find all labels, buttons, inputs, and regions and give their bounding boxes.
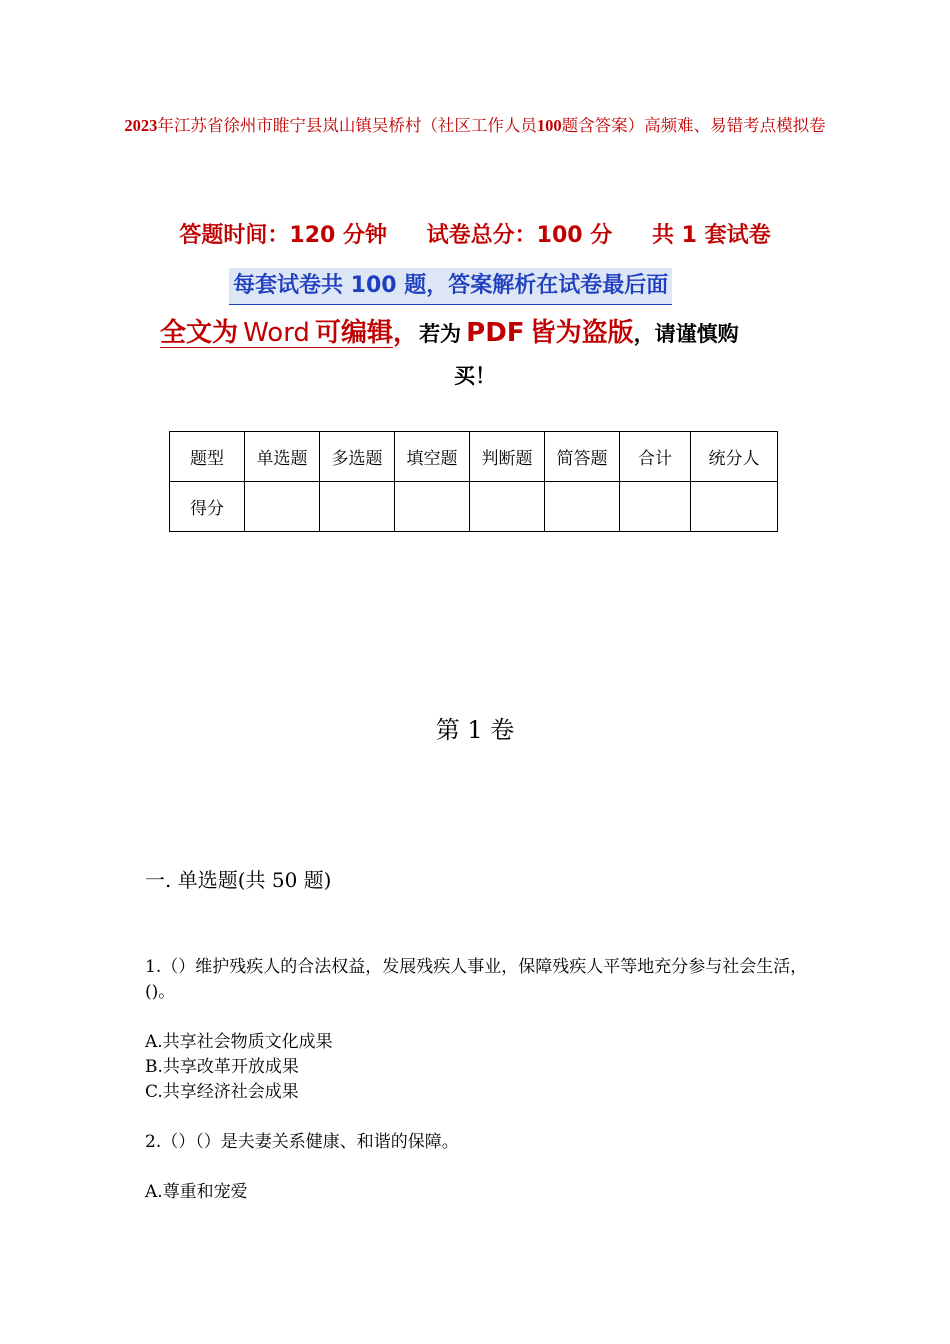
- score-table-score-row: [170, 482, 778, 532]
- table-cell-empty: [545, 482, 620, 532]
- buy-label: 买！: [454, 364, 496, 388]
- if-pdf-label: 若为: [419, 322, 462, 346]
- table-cell-empty: [320, 482, 395, 532]
- question-1-option-b: B.共享改革开放成果: [145, 1057, 299, 1077]
- table-cell-empty: [470, 482, 545, 532]
- question-1-stem: 1.（）维护残疾人的合法权益，发展残疾人事业，保障残疾人平等地充分参与社会生活，()。: [145, 957, 808, 1002]
- word-prefix: 全文为: [160, 318, 239, 348]
- exam-time: 答题时间：120 分钟: [179, 223, 387, 248]
- table-cell-scorer: 统分人: [691, 432, 778, 482]
- exam-info: [0, 218, 950, 249]
- title-year: 2023: [124, 116, 158, 135]
- score-table-header-row: [170, 432, 778, 482]
- word-edit-notice: [160, 310, 800, 359]
- table-cell-type: 题型: [170, 432, 245, 482]
- pdf-label: PDF: [466, 318, 525, 348]
- table-cell-empty: [395, 482, 470, 532]
- table-cell-single-choice: 单选题: [245, 432, 320, 482]
- buy-line: [0, 360, 950, 390]
- table-cell-empty: [245, 482, 320, 532]
- answer-location-notice: 每套试卷共 100 题，答案解析在试卷最后面: [229, 268, 672, 305]
- question-1-option-a: A.共享社会物质文化成果: [145, 1032, 333, 1052]
- word-label: Word: [243, 318, 310, 348]
- table-cell-empty: [691, 482, 778, 532]
- section-title: 一. 单选题(共 50 题): [145, 868, 332, 892]
- table-cell-true-false: 判断题: [470, 432, 545, 482]
- title-number: 100: [536, 116, 562, 135]
- word-editable-phrase: [160, 318, 394, 348]
- volume-title: 第 1 卷: [435, 716, 515, 744]
- table-cell-empty: [620, 482, 691, 532]
- title-text-2: 题含答案）高频难、易错考点模拟卷: [561, 116, 826, 135]
- comma-1: ，: [393, 318, 420, 348]
- careful-label: 请谨慎购: [654, 322, 739, 346]
- table-cell-multi-choice: 多选题: [320, 432, 395, 482]
- page-title: [120, 112, 830, 140]
- question-2-stem: 2.（）（）是夫妻关系健康、和谐的保障。: [145, 1132, 459, 1152]
- table-cell-total: 合计: [620, 432, 691, 482]
- exam-set-count: 共 1 套试卷: [651, 223, 771, 248]
- exam-total-score: 试卷总分：100 分: [426, 223, 613, 248]
- table-cell-short-answer: 简答题: [545, 432, 620, 482]
- pirated-label: 皆为盗版: [529, 318, 634, 348]
- question-2-option-a: A.尊重和宠爱: [145, 1182, 248, 1202]
- table-cell-fill-blank: 填空题: [395, 432, 470, 482]
- editable-label: 可编辑: [315, 318, 394, 348]
- comma-2: ，: [633, 322, 655, 346]
- table-cell-score-label: 得分: [170, 482, 245, 532]
- question-1-option-c: C.共享经济社会成果: [145, 1082, 299, 1102]
- title-text-1: 年江苏省徐州市睢宁县岚山镇吴桥村（社区工作人员: [157, 116, 537, 135]
- score-table: [169, 431, 778, 532]
